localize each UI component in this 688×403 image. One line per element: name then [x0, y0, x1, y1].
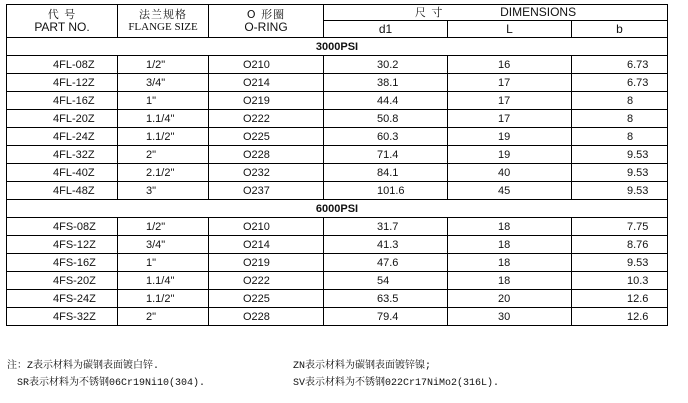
b-cell: 9.53: [572, 182, 668, 200]
dimensions-table: [6, 4, 668, 326]
table-row: [7, 272, 668, 290]
b-cell: 9.53: [572, 146, 668, 164]
o-ring-cell: O210: [209, 56, 324, 74]
b-header: b: [572, 21, 668, 38]
o-ring-header-en: O-RING: [244, 20, 288, 34]
l-cell: 30: [448, 308, 572, 326]
section-title: 6000PSI: [7, 200, 668, 218]
flange-size-cell: 1": [118, 254, 209, 272]
o-ring-cell: O214: [209, 236, 324, 254]
part-no-cell: 4FL-24Z: [7, 128, 118, 146]
table-row: [7, 56, 668, 74]
d1-cell: 50.8: [324, 110, 448, 128]
l-cell: 18: [448, 218, 572, 236]
part-no-cell: 4FL-08Z: [7, 56, 118, 74]
note-sr: SR表示材料为不锈钢06Cr19Ni10(304).: [17, 378, 206, 389]
part-no-cell: 4FL-40Z: [7, 164, 118, 182]
table-row: [7, 74, 668, 92]
table-row: [7, 146, 668, 164]
part-no-header-cn: 代 号: [47, 8, 77, 21]
b-cell: 8: [572, 92, 668, 110]
table-row: [7, 110, 668, 128]
o-ring-cell: O228: [209, 308, 324, 326]
o-ring-cell: O222: [209, 110, 324, 128]
o-ring-cell: O225: [209, 128, 324, 146]
o-ring-header: [209, 5, 324, 38]
flange-size-cell: 2.1/2": [118, 164, 209, 182]
part-no-cell: 4FS-12Z: [7, 236, 118, 254]
dimensions-header-cn: 尺 寸: [414, 6, 444, 19]
part-no-cell: 4FL-32Z: [7, 146, 118, 164]
o-ring-header-cn: O 形圈: [246, 8, 286, 21]
table-row: [7, 236, 668, 254]
b-cell: 12.6: [572, 290, 668, 308]
dimensions-header: [324, 5, 668, 21]
o-ring-cell: O228: [209, 146, 324, 164]
flange-size-cell: 1.1/2": [118, 290, 209, 308]
flange-size-cell: 1/2": [118, 218, 209, 236]
part-no-cell: 4FL-12Z: [7, 74, 118, 92]
l-cell: 16: [448, 56, 572, 74]
o-ring-cell: O210: [209, 218, 324, 236]
l-header: L: [448, 21, 572, 38]
d1-cell: 71.4: [324, 146, 448, 164]
o-ring-cell: O237: [209, 182, 324, 200]
flange-size-cell: 3/4": [118, 74, 209, 92]
o-ring-cell: O219: [209, 254, 324, 272]
l-cell: 17: [448, 92, 572, 110]
part-no-cell: 4FL-16Z: [7, 92, 118, 110]
l-cell: 19: [448, 146, 572, 164]
part-no-cell: 4FL-48Z: [7, 182, 118, 200]
b-cell: 8: [572, 128, 668, 146]
d1-cell: 38.1: [324, 74, 448, 92]
flange-size-header: [118, 5, 209, 38]
d1-cell: 31.7: [324, 218, 448, 236]
b-cell: 9.53: [572, 164, 668, 182]
flange-size-header-cn: 法兰规格: [139, 8, 187, 21]
dimensions-header-en: DIMENSIONS: [500, 5, 577, 19]
note-sv: SV表示材料为不锈钢022Cr17NiMo2(316L).: [293, 378, 500, 389]
d1-cell: 84.1: [324, 164, 448, 182]
o-ring-cell: O214: [209, 74, 324, 92]
l-cell: 20: [448, 290, 572, 308]
d1-cell: 60.3: [324, 128, 448, 146]
notes: [7, 358, 677, 398]
flange-size-cell: 3": [118, 182, 209, 200]
b-cell: 8: [572, 110, 668, 128]
b-cell: 9.53: [572, 254, 668, 272]
part-no-cell: 4FS-32Z: [7, 308, 118, 326]
l-cell: 18: [448, 254, 572, 272]
table-header: [7, 5, 668, 38]
flange-size-cell: 2": [118, 308, 209, 326]
d1-cell: 30.2: [324, 56, 448, 74]
d1-cell: 79.4: [324, 308, 448, 326]
flange-size-header-en: FLANGE SIZE: [128, 21, 198, 33]
l-cell: 40: [448, 164, 572, 182]
table-row: [7, 164, 668, 182]
flange-size-cell: 1": [118, 92, 209, 110]
b-cell: 10.3: [572, 272, 668, 290]
l-cell: 17: [448, 74, 572, 92]
l-cell: 17: [448, 110, 572, 128]
table-body: [7, 38, 668, 326]
l-cell: 45: [448, 182, 572, 200]
table-row: [7, 254, 668, 272]
d1-cell: 101.6: [324, 182, 448, 200]
table-row: [7, 128, 668, 146]
note-z: 注：Z表示材料为碳钢表面镀白锌.: [7, 361, 160, 372]
o-ring-cell: O225: [209, 290, 324, 308]
part-no-cell: 4FS-08Z: [7, 218, 118, 236]
l-cell: 18: [448, 236, 572, 254]
d1-header: d1: [324, 21, 448, 38]
table-row: [7, 92, 668, 110]
flange-size-cell: 2": [118, 146, 209, 164]
flange-size-cell: 1.1/4": [118, 110, 209, 128]
o-ring-cell: O232: [209, 164, 324, 182]
part-no-cell: 4FL-20Z: [7, 110, 118, 128]
section-title: 3000PSI: [7, 38, 668, 56]
d1-cell: 44.4: [324, 92, 448, 110]
b-cell: 8.76: [572, 236, 668, 254]
b-cell: 7.75: [572, 218, 668, 236]
part-no-cell: 4FS-24Z: [7, 290, 118, 308]
part-no-cell: 4FS-20Z: [7, 272, 118, 290]
table-row: [7, 308, 668, 326]
table-row: [7, 290, 668, 308]
l-cell: 19: [448, 128, 572, 146]
d1-cell: 54: [324, 272, 448, 290]
b-cell: 12.6: [572, 308, 668, 326]
b-cell: 6.73: [572, 56, 668, 74]
d1-cell: 41.3: [324, 236, 448, 254]
d1-cell: 47.6: [324, 254, 448, 272]
part-no-header-en: PART NO.: [34, 20, 90, 34]
d1-cell: 63.5: [324, 290, 448, 308]
o-ring-cell: O222: [209, 272, 324, 290]
part-no-header: [7, 5, 118, 38]
note-zn: ZN表示材料为碳钢表面镀锌镍;: [293, 361, 432, 372]
section-header-row: [7, 200, 668, 218]
b-cell: 6.73: [572, 74, 668, 92]
l-cell: 18: [448, 272, 572, 290]
section-header-row: [7, 38, 668, 56]
flange-size-cell: 1.1/2": [118, 128, 209, 146]
flange-size-cell: 1/2": [118, 56, 209, 74]
table-row: [7, 218, 668, 236]
o-ring-cell: O219: [209, 92, 324, 110]
part-no-cell: 4FS-16Z: [7, 254, 118, 272]
flange-size-cell: 3/4": [118, 236, 209, 254]
flange-size-cell: 1.1/4": [118, 272, 209, 290]
table-row: [7, 182, 668, 200]
